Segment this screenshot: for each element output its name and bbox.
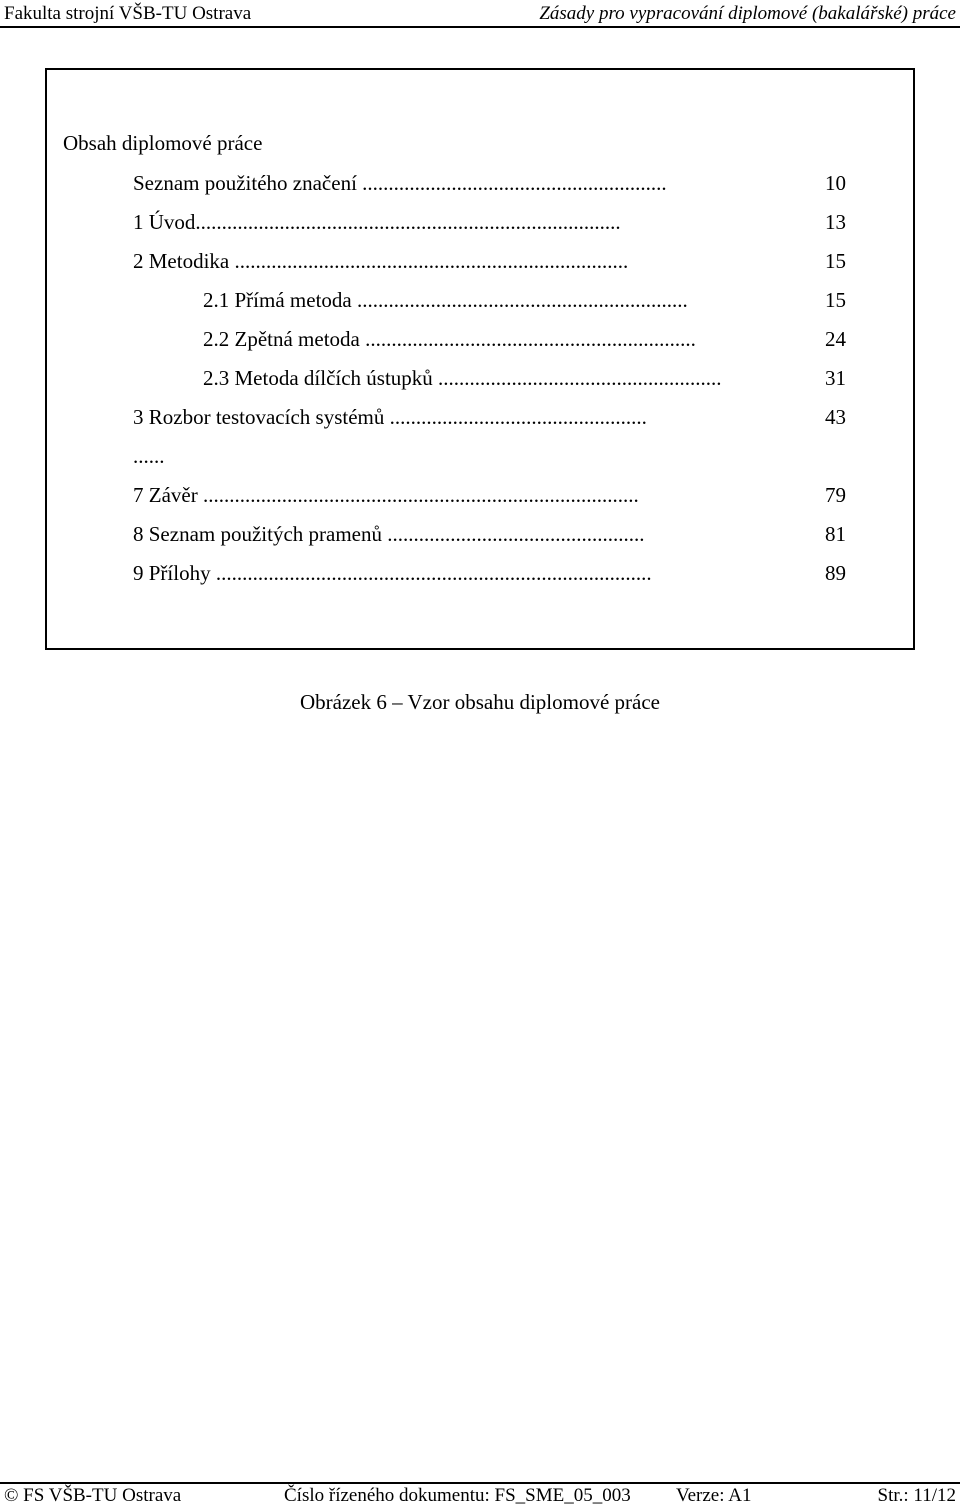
- toc-entry-text: 3 Rozbor testovacích systémů .................................................: [133, 405, 647, 429]
- toc-entry-page: 24: [825, 327, 846, 351]
- toc-entry-page: 31: [825, 366, 846, 390]
- toc-entry: [133, 170, 855, 196]
- toc-entry-text: 2.1 Přímá metoda ...............................................................: [203, 288, 688, 312]
- toc-entry: [133, 209, 855, 235]
- header-document-title: Zásady pro vypracování diplomové (bakalářské) práce: [539, 3, 956, 24]
- toc-figure-frame: [45, 68, 915, 650]
- toc-entry-page: 15: [825, 288, 846, 312]
- toc-entry: [203, 365, 855, 391]
- toc-entry-page: 89: [825, 561, 846, 585]
- toc-entry: [133, 248, 855, 274]
- toc-heading: Obsah diplomové práce: [63, 131, 263, 155]
- footer-version: Verze: A1: [676, 1485, 752, 1506]
- footer-page-number: Str.: 11/12: [877, 1485, 956, 1506]
- toc-entry-page: 81: [825, 522, 846, 546]
- toc-entry-ellipsis: [133, 443, 855, 469]
- footer-document-number: Číslo řízeného dokumentu: FS_SME_05_003: [284, 1485, 631, 1506]
- toc-entry-text: 2 Metodika ...........................................................................: [133, 249, 629, 273]
- toc-entry: [133, 482, 855, 508]
- toc-entry-page: 13: [825, 210, 846, 234]
- toc-entry-text: 8 Seznam použitých pramenů .................................................: [133, 522, 645, 546]
- toc-entry-text: 2.3 Metoda dílčích ústupků ......................................................: [203, 366, 722, 390]
- toc-entry-text: 9 Přílohy ...................................................................................: [133, 561, 652, 585]
- toc-entry-page: 79: [825, 483, 846, 507]
- toc-entry-page: 43: [825, 405, 846, 429]
- toc-entry-text: 7 Závěr ...................................................................................: [133, 483, 639, 507]
- footer-copyright: © FS VŠB-TU Ostrava: [4, 1485, 182, 1506]
- toc-entry: [133, 521, 855, 547]
- toc-entry-text: 1 Úvod.................................................................................: [133, 210, 621, 234]
- toc-entry-text: 2.2 Zpětná metoda ...............................................................: [203, 327, 696, 351]
- toc-entry: [133, 404, 855, 430]
- page-header: [0, 0, 960, 28]
- toc-entry-page: 10: [825, 171, 846, 195]
- toc-entry: [133, 560, 855, 586]
- header-faculty-name: Fakulta strojní VŠB-TU Ostrava: [4, 3, 252, 24]
- header-divider: [0, 26, 960, 28]
- toc-entry: [203, 287, 855, 313]
- toc-entry: [203, 326, 855, 352]
- toc-entry-text: Seznam použitého značení ..........................................................: [133, 171, 667, 195]
- toc-entry-page: 15: [825, 249, 846, 273]
- figure-caption: Obrázek 6 – Vzor obsahu diplomové práce: [300, 690, 660, 714]
- toc-entry-text: ......: [133, 444, 165, 468]
- footer-divider: [0, 1482, 960, 1484]
